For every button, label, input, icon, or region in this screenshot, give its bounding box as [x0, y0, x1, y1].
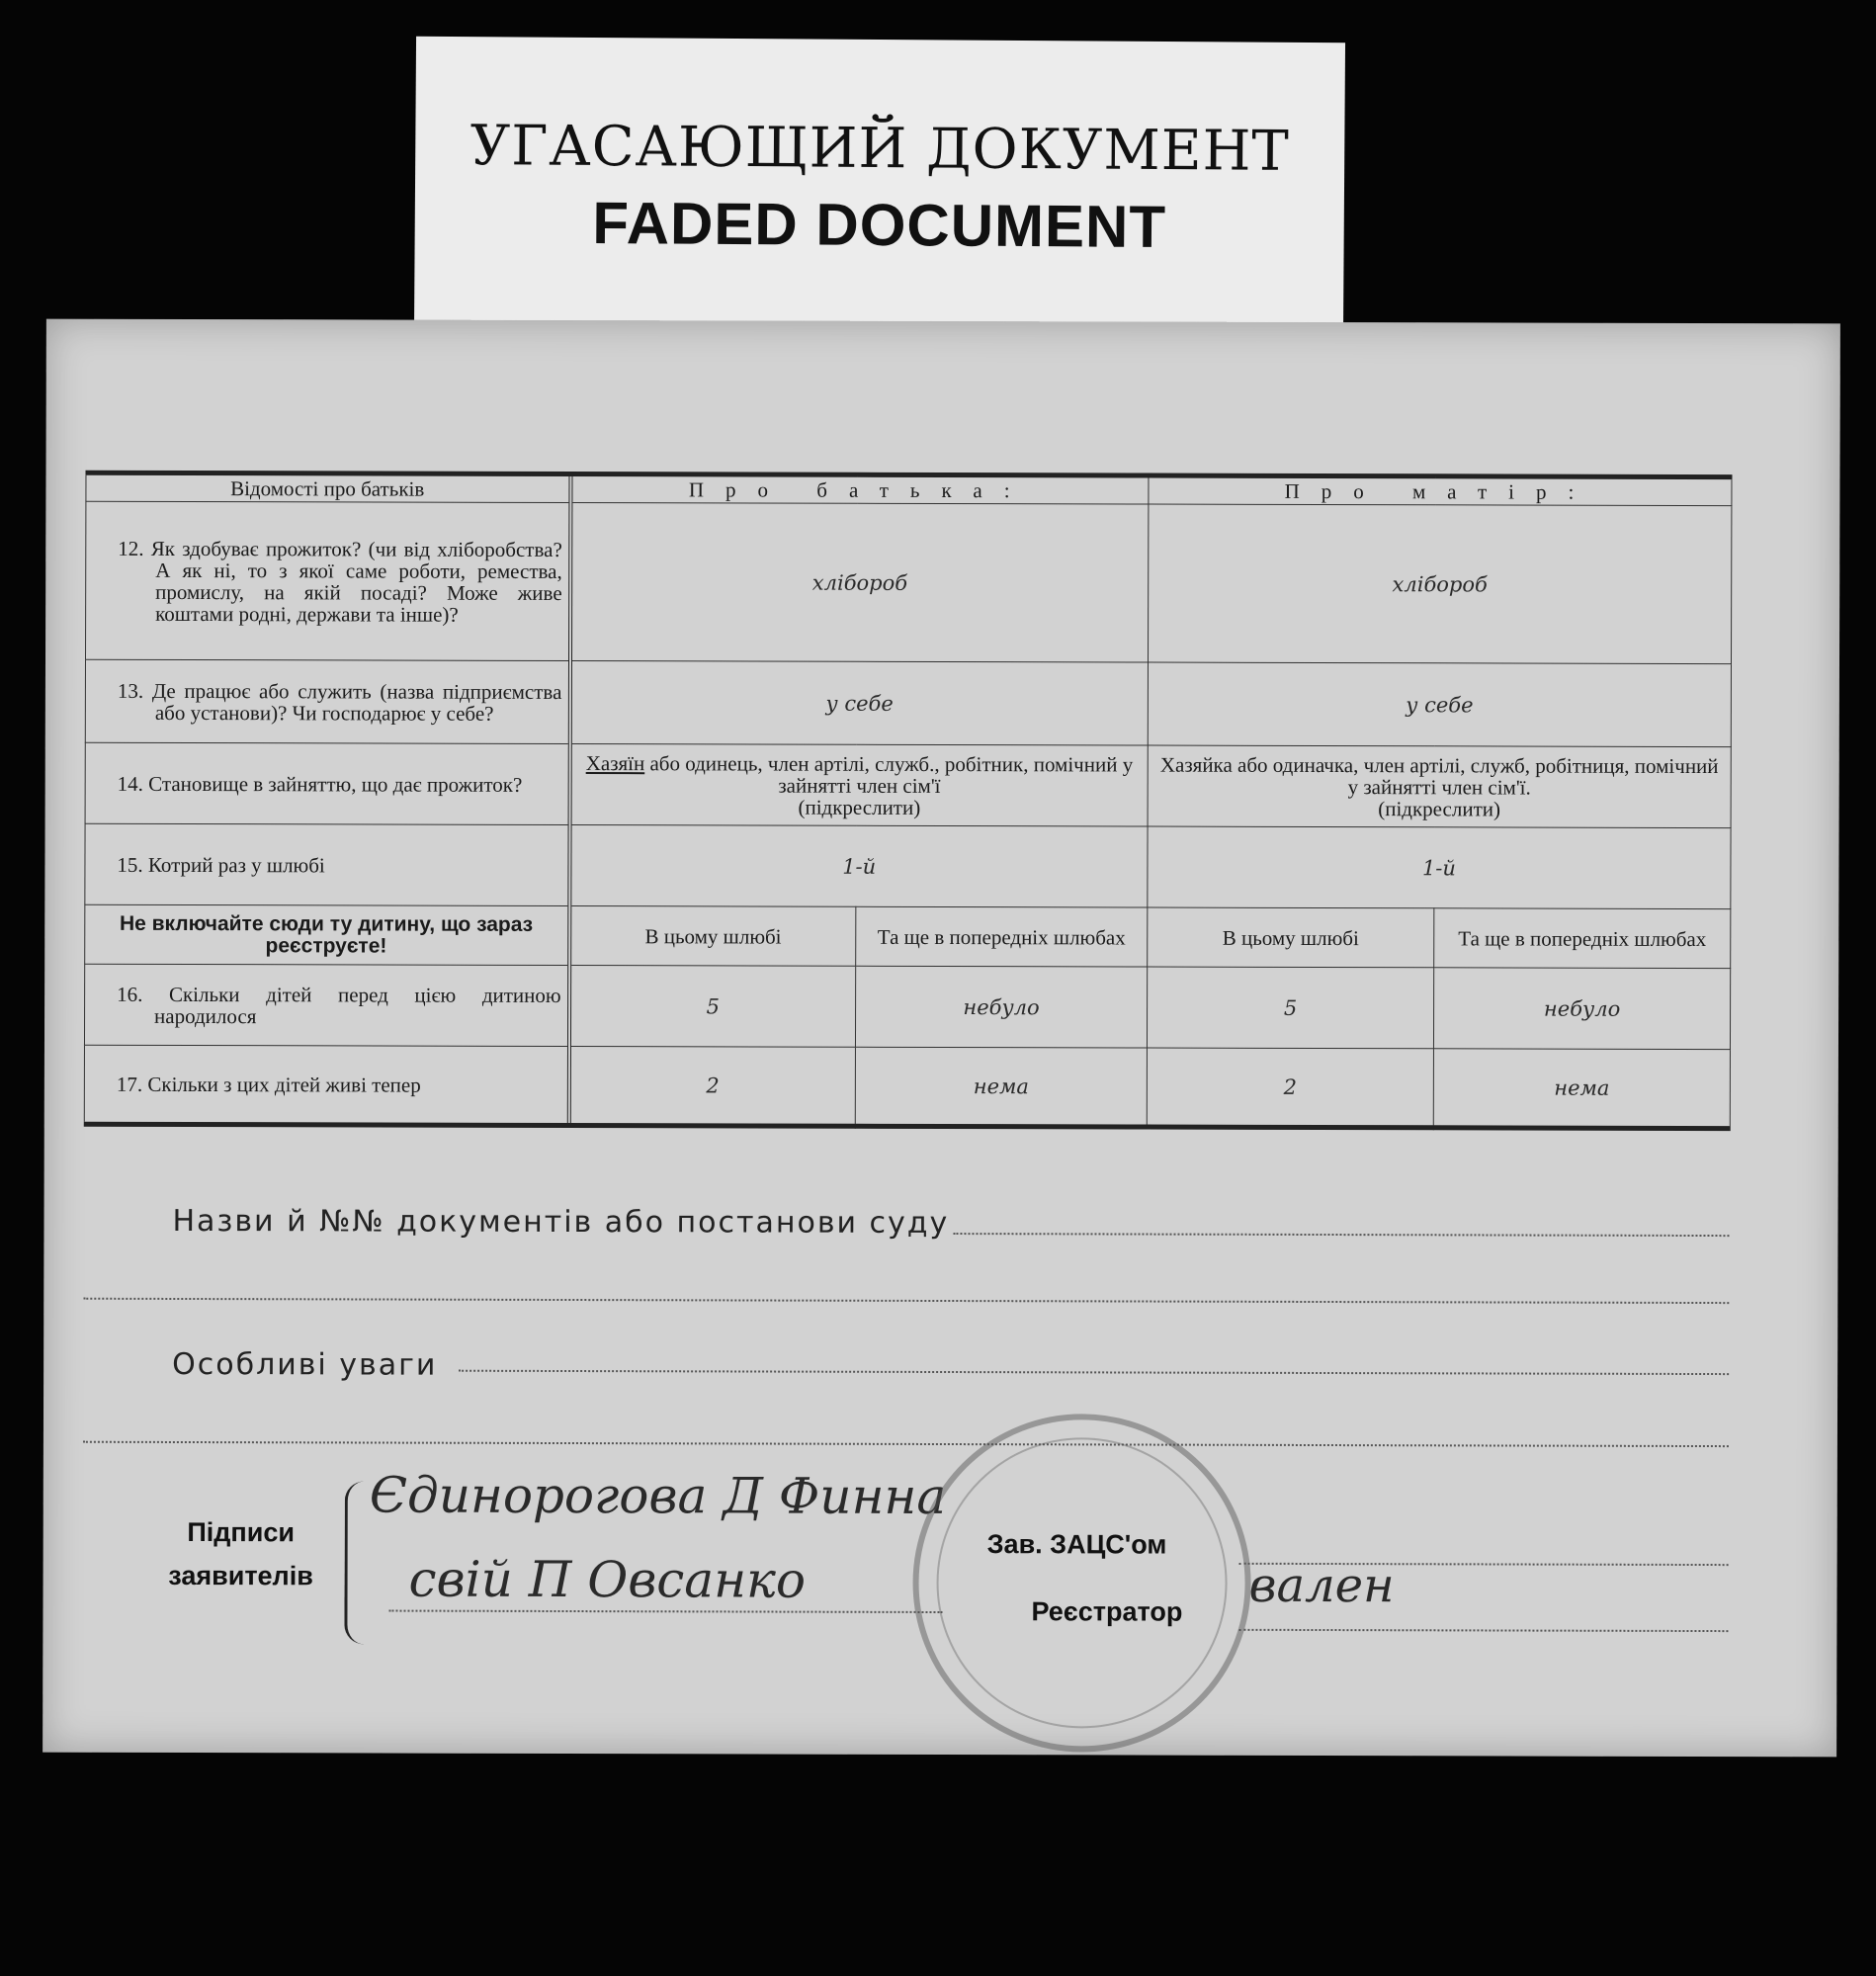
- underline-note-mother: (підкреслити): [1378, 796, 1501, 820]
- question-15: 15. Котрий раз у шлюбі: [85, 823, 569, 905]
- answer-12-mother: хлібороб: [1149, 504, 1732, 664]
- remarks-label: Особливі уваги: [172, 1346, 438, 1383]
- parents-info-table: [84, 471, 1733, 1131]
- answer-15-father: 1-й: [569, 825, 1148, 908]
- applicant-dotted-line: [388, 1610, 942, 1613]
- answer-17-father-this: 2: [568, 1047, 855, 1127]
- underline-note-father: (підкреслити): [798, 795, 921, 819]
- table-header-row: [86, 473, 1732, 505]
- documents-dotted-line-2: [83, 1298, 1729, 1304]
- underlined-option-father: Хазяїн: [585, 750, 645, 775]
- answer-16-mother-prev: небуло: [1433, 968, 1730, 1050]
- documents-label: Назви й №№ документів або постанови суду: [172, 1203, 950, 1242]
- remarks-line: [83, 1347, 1729, 1386]
- answer-14-mother: [1148, 745, 1731, 828]
- answer-16-father-this: 5: [568, 966, 855, 1048]
- registrar-dotted-line: [1238, 1629, 1728, 1632]
- answer-13-father: у себе: [569, 661, 1148, 746]
- subheader-father-prev: Та ще в попередніх шлюбах: [856, 906, 1148, 967]
- applicant-signature-1: Єдинорогова Д Финна: [369, 1466, 947, 1526]
- answer-17-mother-this: 2: [1147, 1048, 1433, 1128]
- question-16: 16. Скільки дітей перед цією дитиною народилося: [84, 964, 568, 1046]
- row-12: [85, 501, 1731, 663]
- subheader-mother-prev: Та ще в попередніх шлюбах: [1434, 908, 1731, 969]
- subheader-father-this: В цьому шлюбі: [569, 906, 856, 967]
- answer-12-father: хлібороб: [569, 503, 1148, 663]
- answer-17-father-prev: нема: [855, 1047, 1147, 1127]
- header-father: Про батька:: [570, 474, 1149, 505]
- documents-line: [83, 1204, 1729, 1243]
- question-12: 12. Як здобуває прожиток? (чи від хліборобства? А як ні, то з якої саме роботи, ремества, промислу, на якій посаді? Може живе коштами родні, держави та інше)?: [85, 501, 569, 660]
- answer-17-mother-prev: нема: [1433, 1049, 1730, 1129]
- remarks-dotted-line-2: [83, 1441, 1729, 1447]
- options-mother: Хазяйка або одиначка, член артілі, служб, робітниця, помічний у зайнятті член сім'ї.: [1159, 752, 1719, 800]
- faded-document-label: [414, 37, 1345, 340]
- row-13: [85, 659, 1731, 746]
- registrar-label: Реєстратор: [1031, 1596, 1183, 1627]
- row-15: [85, 823, 1731, 908]
- answer-16-mother-this: 5: [1147, 967, 1433, 1049]
- answer-16-father-prev: небуло: [855, 966, 1147, 1048]
- row-17: [84, 1045, 1730, 1128]
- subheader-mother-this: В цьому шлюбі: [1148, 907, 1434, 968]
- label-english: FADED DOCUMENT: [592, 189, 1167, 261]
- header-parents-info: Відомості про батьків: [86, 473, 570, 502]
- signatures-label: Підписи заявителів: [168, 1517, 313, 1591]
- answer-15-mother: 1-й: [1148, 826, 1731, 909]
- head-label: Зав. ЗАЦС'ом: [986, 1529, 1167, 1560]
- signature-brace: [344, 1481, 369, 1644]
- question-14: 14. Становище в зайняттю, що дає прожиток?: [85, 742, 569, 824]
- label-russian: УГАСАЮЩИЙ ДОКУМЕНТ: [469, 114, 1291, 184]
- answer-14-father: [569, 744, 1148, 827]
- row-14: [85, 742, 1731, 827]
- options-father: або одинець, член артілі, служб., робітник, помічний у зайнятті член сім'ї: [644, 750, 1134, 798]
- answer-13-mother: у себе: [1148, 662, 1731, 747]
- row-16: [84, 964, 1730, 1049]
- registrar-signature: вален: [1248, 1557, 1395, 1614]
- official-stamp: [912, 1414, 1251, 1753]
- header-mother: Про матір:: [1149, 475, 1732, 506]
- applicant-signature-2: свій П Овсанко: [408, 1550, 807, 1609]
- question-13: 13. Де працює або служить (назва підприємства або установи)? Чи господарює у себе?: [85, 659, 569, 743]
- question-17: 17. Скільки з цих дітей живі тепер: [84, 1045, 568, 1125]
- exclude-child-note: Не включайте сюди ту дитину, що зараз реєструєте!: [85, 904, 569, 965]
- children-sub-header: [85, 904, 1731, 968]
- form-page: [43, 319, 1840, 1758]
